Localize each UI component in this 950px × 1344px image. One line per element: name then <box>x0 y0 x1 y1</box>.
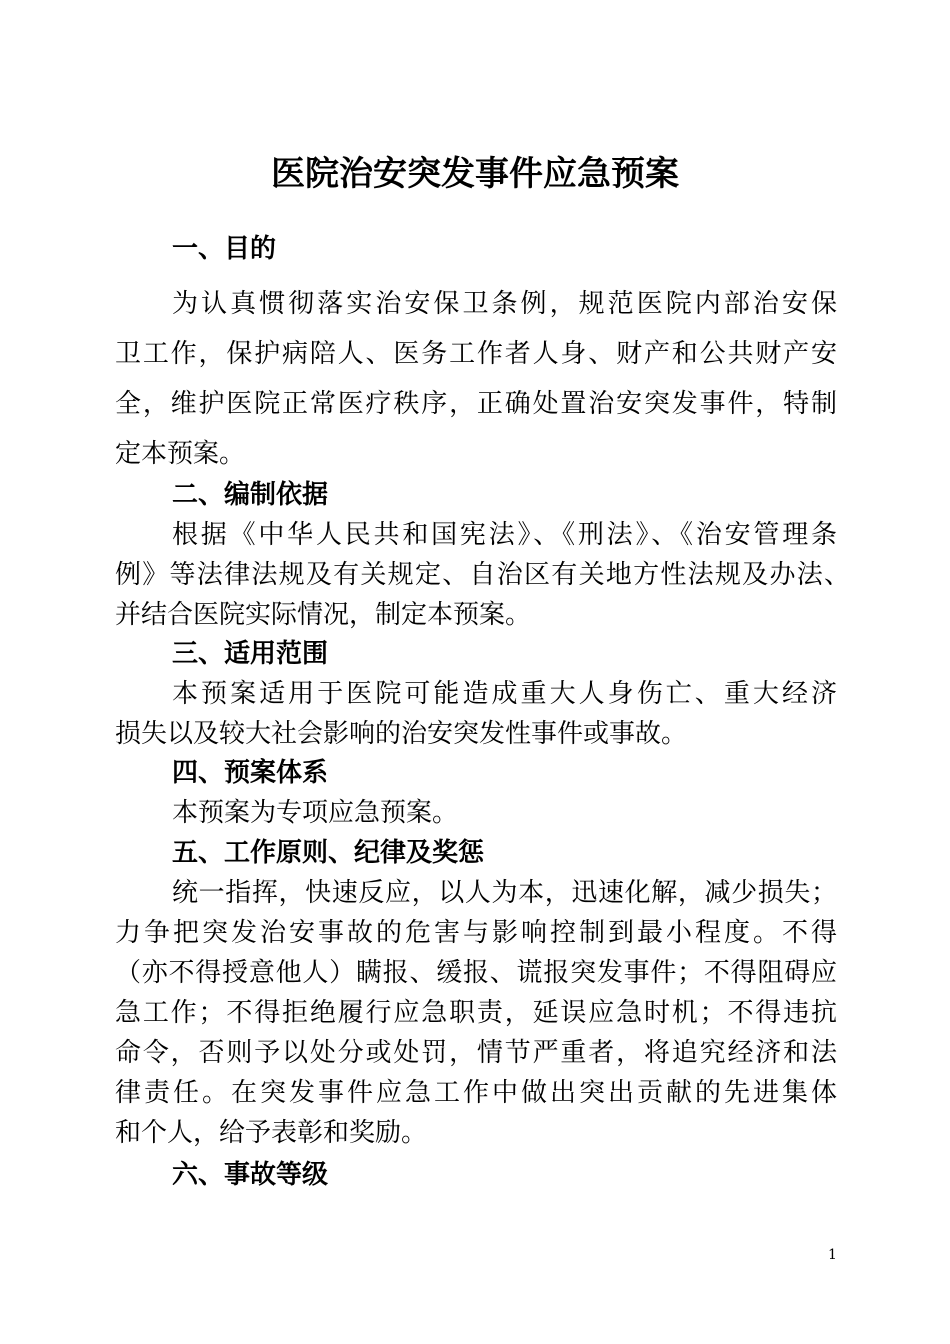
paragraph-line: 全，维护医院正常医疗秩序，正确处置治安突发事件，特制 <box>115 389 837 419</box>
paragraph-line: 定本预案。 <box>115 439 246 469</box>
section-heading-purpose: 一、目的 <box>172 234 277 264</box>
paragraph-line: 统一指挥，快速反应，以人为本，迅速化解，减少损失； <box>172 878 837 908</box>
section-heading-system: 四、预案体系 <box>172 758 329 788</box>
paragraph-line: 律责任。在突发事件应急工作中做出突出贡献的先进集体 <box>115 1078 837 1108</box>
paragraph-line: 本预案适用于医院可能造成重大人身伤亡、重大经济 <box>172 679 837 709</box>
section-heading-incident-levels: 六、事故等级 <box>172 1160 329 1190</box>
section-heading-basis: 二、编制依据 <box>172 480 329 510</box>
paragraph-line: （亦不得授意他人）瞒报、缓报、谎报突发事件；不得阻碍应 <box>115 958 837 988</box>
paragraph-line: 例》等法律法规及有关规定、自治区有关地方性法规及办法、 <box>115 560 850 590</box>
paragraph-line: 根据《中华人民共和国宪法》、《刑法》、《治安管理条 <box>172 520 837 550</box>
paragraph-line: 卫工作，保护病陪人、医务工作者人身、财产和公共财产安 <box>115 339 837 369</box>
section-body-purpose <box>115 279 837 479</box>
paragraph-line: 命令，否则予以处分或处罚，情节严重者，将追究经济和法 <box>115 1038 837 1068</box>
paragraph-line: 为认真惯彻落实治安保卫条例，规范医院内部治安保 <box>172 289 837 319</box>
paragraph-line: 急工作；不得拒绝履行应急职责，延误应急时机；不得违抗 <box>115 998 837 1028</box>
section-heading-scope: 三、适用范围 <box>172 639 329 669</box>
section-heading-principles: 五、工作原则、纪律及奖惩 <box>172 838 485 868</box>
page-number: 1 <box>828 1247 837 1263</box>
paragraph-line: 损失以及较大社会影响的治安突发性事件或事故。 <box>115 719 688 749</box>
paragraph-line: 本预案为专项应急预案。 <box>172 798 459 828</box>
section-body-system <box>115 793 837 833</box>
section-body-principles <box>115 873 837 1153</box>
paragraph-line: 力争把突发治安事故的危害与影响控制到最小程度。不得 <box>115 918 837 948</box>
section-body-scope <box>115 674 837 754</box>
document-title: 医院治安突发事件应急预案 <box>271 154 679 194</box>
paragraph-line: 并结合医院实际情况，制定本预案。 <box>115 600 532 630</box>
section-body-basis <box>115 515 850 635</box>
paragraph-line: 和个人，给予表彰和奖励。 <box>115 1118 428 1148</box>
